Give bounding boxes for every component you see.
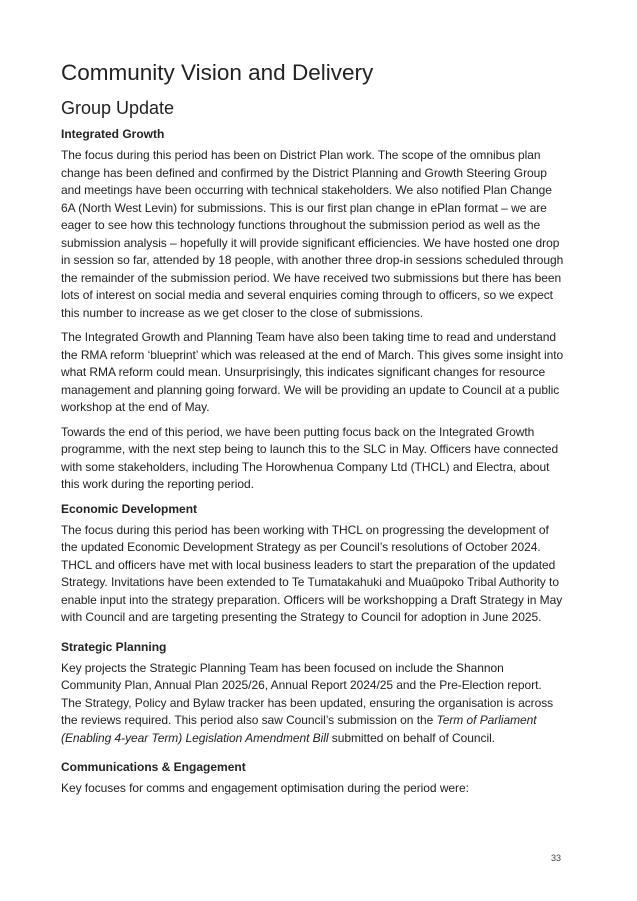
paragraph: Towards the end of this period, we have been putting focus back on the Integrated Growth programme, with the next step being to launch this to the SLC in May. Officers have connected with some stakeholders, including The Horowhenua Company Ltd (THCL) and Electra, about this work during the reporting period. [61, 424, 559, 491]
section-strategic-planning [61, 639, 564, 748]
paragraph: The Integrated Growth and Planning Team have also been taking time to read and understand the RMA reform ‘blueprint’ which was released at the end of March. This gives some insight into what RMA reform could mean. Unsurprisingly, this indicates significant changes for resource management and planning going forward. We will be providing an update to Council at a public workshop at the end of May. [61, 330, 564, 414]
paragraph-text: Key projects the Strategic Planning Team has been focused on include the Shannon Community Plan, Annual Plan 2025/26, Annual Report 2024/25 and the Pre-Election report. The Strategy, Policy and Bylaw tracker has been updated, ensuring the organisation is across the reviews required. This period also saw Council’s submission on the [61, 660, 554, 727]
paragraph: The focus during this period has been working with THCL on progressing the development of the updated Economic Development Strategy as per Council’s resolutions of October 2024. THCL and officers have met with local business leaders to start the preparation of the updated Strategy. Invitations have been extended to Te Tumatakahuki and Muaūpoko Tribal Authority to enable input into the strategy preparation. Officers will be workshopping a Draft Strategy in May with Council and are targeting presenting the Strategy to Council for adoption in June 2025. [61, 522, 563, 624]
section-heading: Strategic Planning [61, 639, 167, 654]
page-number: 33 [551, 853, 562, 863]
paragraph: The focus during this period has been on District Plan work. The scope of the omnibus plan change has been defined and confirmed by the District Planning and Growth Steering Group and meetings have been occurring with technical stakeholders. We also notified Plan Change 6A (North West Levin) for submissions. This is our first plan change in ePlan format – we are eager to see how this technology functions throughout the submission period as well as the submission analysis – hopefully it will provide significant efficiencies. We have hosted one drop in session so far, attended by 18 people, with another three drop-in sessions scheduled through the remainder of the submission period. We have received two submissions but there has been lots of interest on social media and several enquiries coming through to officers, so we expect this number to increase as we get closer to the close of submissions. [61, 148, 564, 320]
paragraph: Key focuses for comms and engagement optimisation during the period were: [61, 781, 469, 795]
paragraph [61, 660, 564, 748]
section-integrated-growth [61, 126, 564, 494]
section-heading: Integrated Growth [61, 127, 165, 141]
document-page [61, 58, 564, 805]
bill-title: Term of Parliament (Enabling 4-year Term) Legislation Amendment Bill [61, 713, 537, 745]
page-subtitle: Group Update [61, 98, 175, 118]
section-heading: Economic Development [61, 501, 198, 516]
page-title: Community Vision and Delivery [61, 60, 374, 85]
section-heading: Communications & Engagement [61, 760, 246, 774]
paragraph-text: submitted on behalf of Council. [328, 730, 495, 745]
section-economic-development [61, 501, 564, 627]
section-communications-engagement [61, 759, 564, 798]
